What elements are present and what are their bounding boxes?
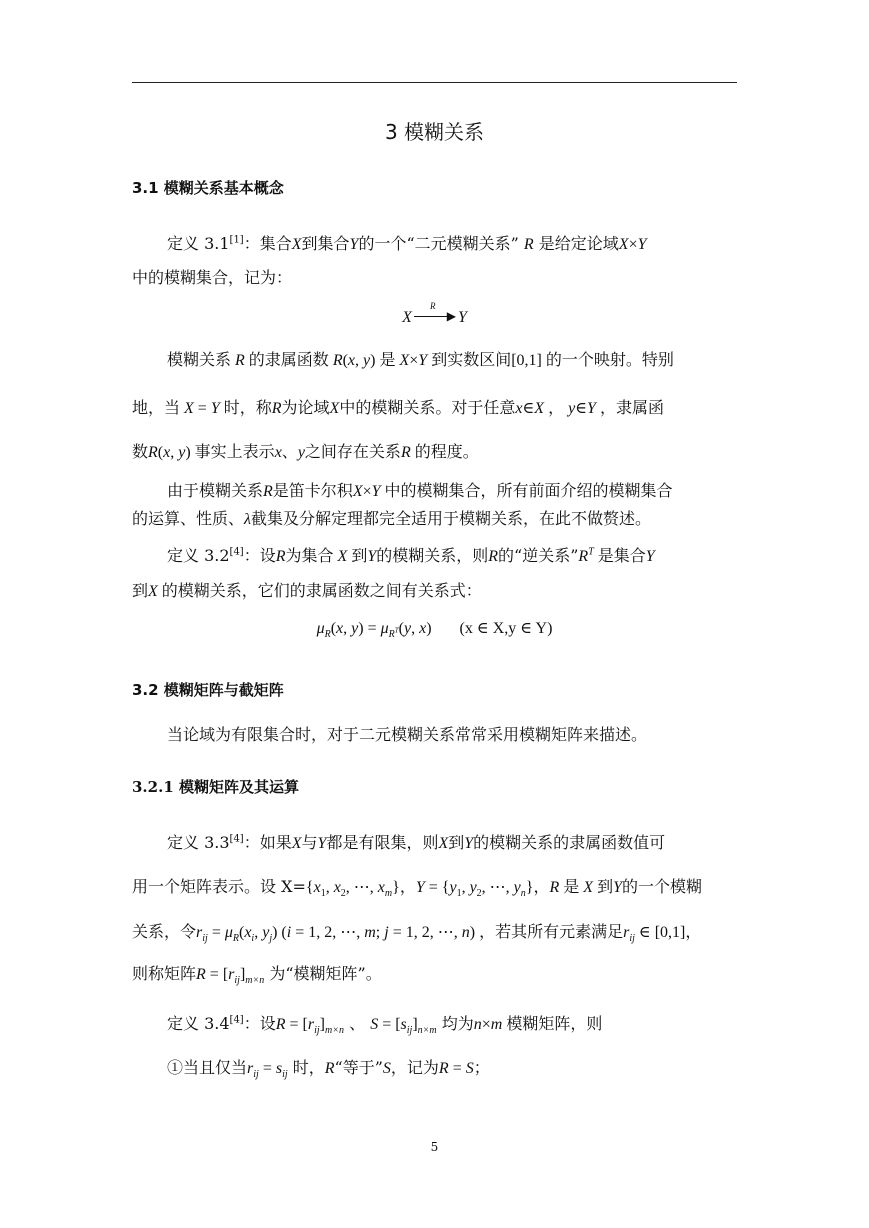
- member-line1: 模糊关系 R 的隶属函数 R(x, y) 是 X×Y 到实数区间[0,1] 的一个映射。特别: [167, 350, 674, 369]
- def32-line2: 到X 的模糊关系，它们的隶属函数之间有关系式：: [132, 581, 482, 600]
- relation-arrow-formula: X R ▶ Y: [402, 301, 467, 326]
- def33-line1: 定义 3.3[4]：如果X与Y都是有限集，则X到Y的模糊关系的隶属函数值可: [167, 833, 666, 852]
- chapter-title: 3 模糊关系: [384, 120, 485, 144]
- def34-item1: ①当且仅当$r_{ij} = s_{ij}$ 时，R“等于”S，记为R = S；: [167, 1058, 490, 1081]
- def31-line1: 定义 3.1[1]：集合X到集合Y的一个“二元模糊关系” R 是给定论域X×Y: [167, 234, 647, 253]
- member-line2: 地，当 X = Y 时，称R为论域X中的模糊关系。对于任意x∈X ， y∈Y ，隶属函: [132, 398, 664, 417]
- def31-line2: 中的模糊集合，记为：: [132, 268, 293, 287]
- subsection-heading-3-2-1: 3.2.1 模糊矩阵及其运算: [132, 778, 299, 796]
- header-rule: [132, 82, 737, 83]
- inverse-relation-formula: $\mu_R(x$, $y) = \mu_{R^T}(y$, x) (x ∈ X,y ∈ Y): [316, 620, 553, 641]
- section-heading-3-2: 3.2 模糊矩阵与截矩阵: [132, 681, 284, 699]
- def32-line1: 定义 3.2[4]：设R为集合 X 到Y的模糊关系，则R的“逆关系$”R^T$ 是集合Y: [167, 546, 655, 565]
- def34-line1: 定义 3.4[4]：设$R = [r_{ij}]_{m\times n}$ 、 $S = [s_{ij}]_{n\times m}$ 均为n×m 模糊矩阵，则: [167, 1014, 603, 1037]
- def33-line4: 则称矩阵$R = [r_{ij}]_{m\times n}$ 为“模糊矩阵”。: [132, 964, 382, 987]
- section-heading-3-1: 3.1 模糊关系基本概念: [132, 179, 284, 197]
- cart-line2: 的运算、性质、λ截集及分解定理都完全适用于模糊关系，在此不做赘述。: [132, 509, 651, 528]
- def33-line3: 关系，令$r_{ij} = \mu_R(x_i$, $y_j$) (i = 1, 2, ⋯, m; j = 1, 2, ⋯, n) ，若其所有元素满足$r_{ij}$ ∈ [0,1]，: [132, 922, 702, 945]
- s32-intro: 当论域为有限集合时，对于二元模糊关系常常采用模糊矩阵来描述。: [167, 725, 648, 744]
- member-line3: 数R(x, y) 事实上表示x、y之间存在关系R 的程度。: [132, 442, 479, 461]
- cart-line1: 由于模糊关系R是笛卡尔积X×Y 中的模糊集合，所有前面介绍的模糊集合: [167, 481, 673, 500]
- page-number: 5: [430, 1140, 439, 1154]
- def33-line2: 用一个矩阵表示。设 $X=\{x_1$, $x_2$, ⋯, $x_m$}，$Y = \{y_1$, $y_2$, ⋯, $y_n$}，R 是 X 到Y的一个模糊: [132, 877, 702, 900]
